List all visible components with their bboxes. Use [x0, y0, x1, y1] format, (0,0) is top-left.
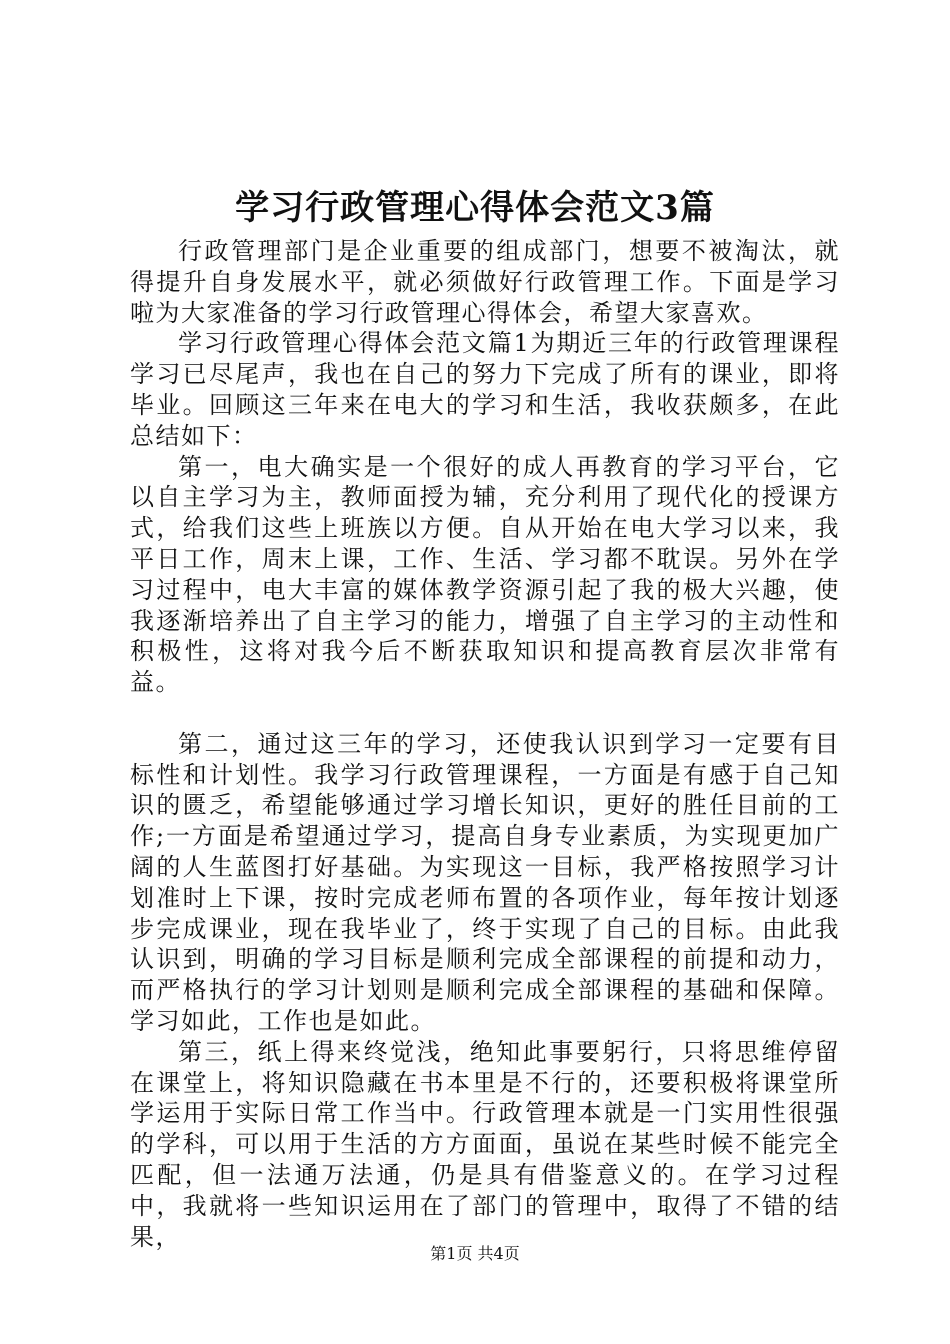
paragraph-point-three: 第三，纸上得来终觉浅，绝知此事要躬行，只将思维停留在课堂上，将知识隐藏在书本里是不行的，还要积极将课堂所学运用于实际日常工作当中。行政管理本就是一门实用性很强的学科，可以用于生活的方方面面，虽说在某些时候不能完全匹配，但一法通万法通，仍是具有借鉴意义的。在学习过程中，我就将一些知识运用在了部门的管理中，取得了不错的结果，	[130, 1037, 840, 1251]
paragraph-point-two: 第二，通过这三年的学习，还使我认识到学习一定要有目标性和计划性。我学习行政管理课程，一方面是有感于自己知识的匮乏，希望能够通过学习增长知识，更好的胜任目前的工作;一方面是希望通过学习，提高自身专业素质，为实现更加广阔的人生蓝图打好基础。为实现这一目标，我严格按照学习计划准时上下课，按时完成老师布置的各项作业，每年按计划逐步完成课业，现在我毕业了，终于实现了自己的目标。由此我认识到，明确的学习目标是顺利完成全部课程的前提和动力，而严格执行的学习计划则是顺利完成全部课程的基础和保障。学习如此，工作也是如此。	[130, 729, 840, 1035]
document-title: 学习行政管理心得体会范文3篇	[235, 188, 715, 228]
paragraph-intro: 行政管理部门是企业重要的组成部门，想要不被淘汰，就得提升自身发展水平，就必须做好行政管理工作。下面是学习啦为大家准备的学习行政管理心得体会，希望大家喜欢。	[130, 237, 840, 327]
page-footer: 第1页 共4页	[430, 1244, 520, 1263]
paragraph-essay-1-opening: 学习行政管理心得体会范文篇1为期近三年的行政管理课程学习已尽尾声，我也在自己的努力下完成了所有的课业，即将毕业。回顾这三年来在电大的学习和生活，我收获颇多，在此总结如下：	[130, 329, 840, 450]
document-body	[130, 236, 840, 1252]
paragraph-point-one: 第一，电大确实是一个很好的成人再教育的学习平台，它以自主学习为主，教师面授为辅，充分利用了现代化的授课方式，给我们这些上班族以方便。自从开始在电大学习以来，我平日工作，周末上课，工作、生活、学习都不耽误。另外在学习过程中，电大丰富的媒体教学资源引起了我的极大兴趣，使我逐渐培养出了自主学习的能力，增强了自主学习的主动性和积极性，这将对我今后不断获取知识和提高教育层次非常有益。	[130, 452, 840, 697]
